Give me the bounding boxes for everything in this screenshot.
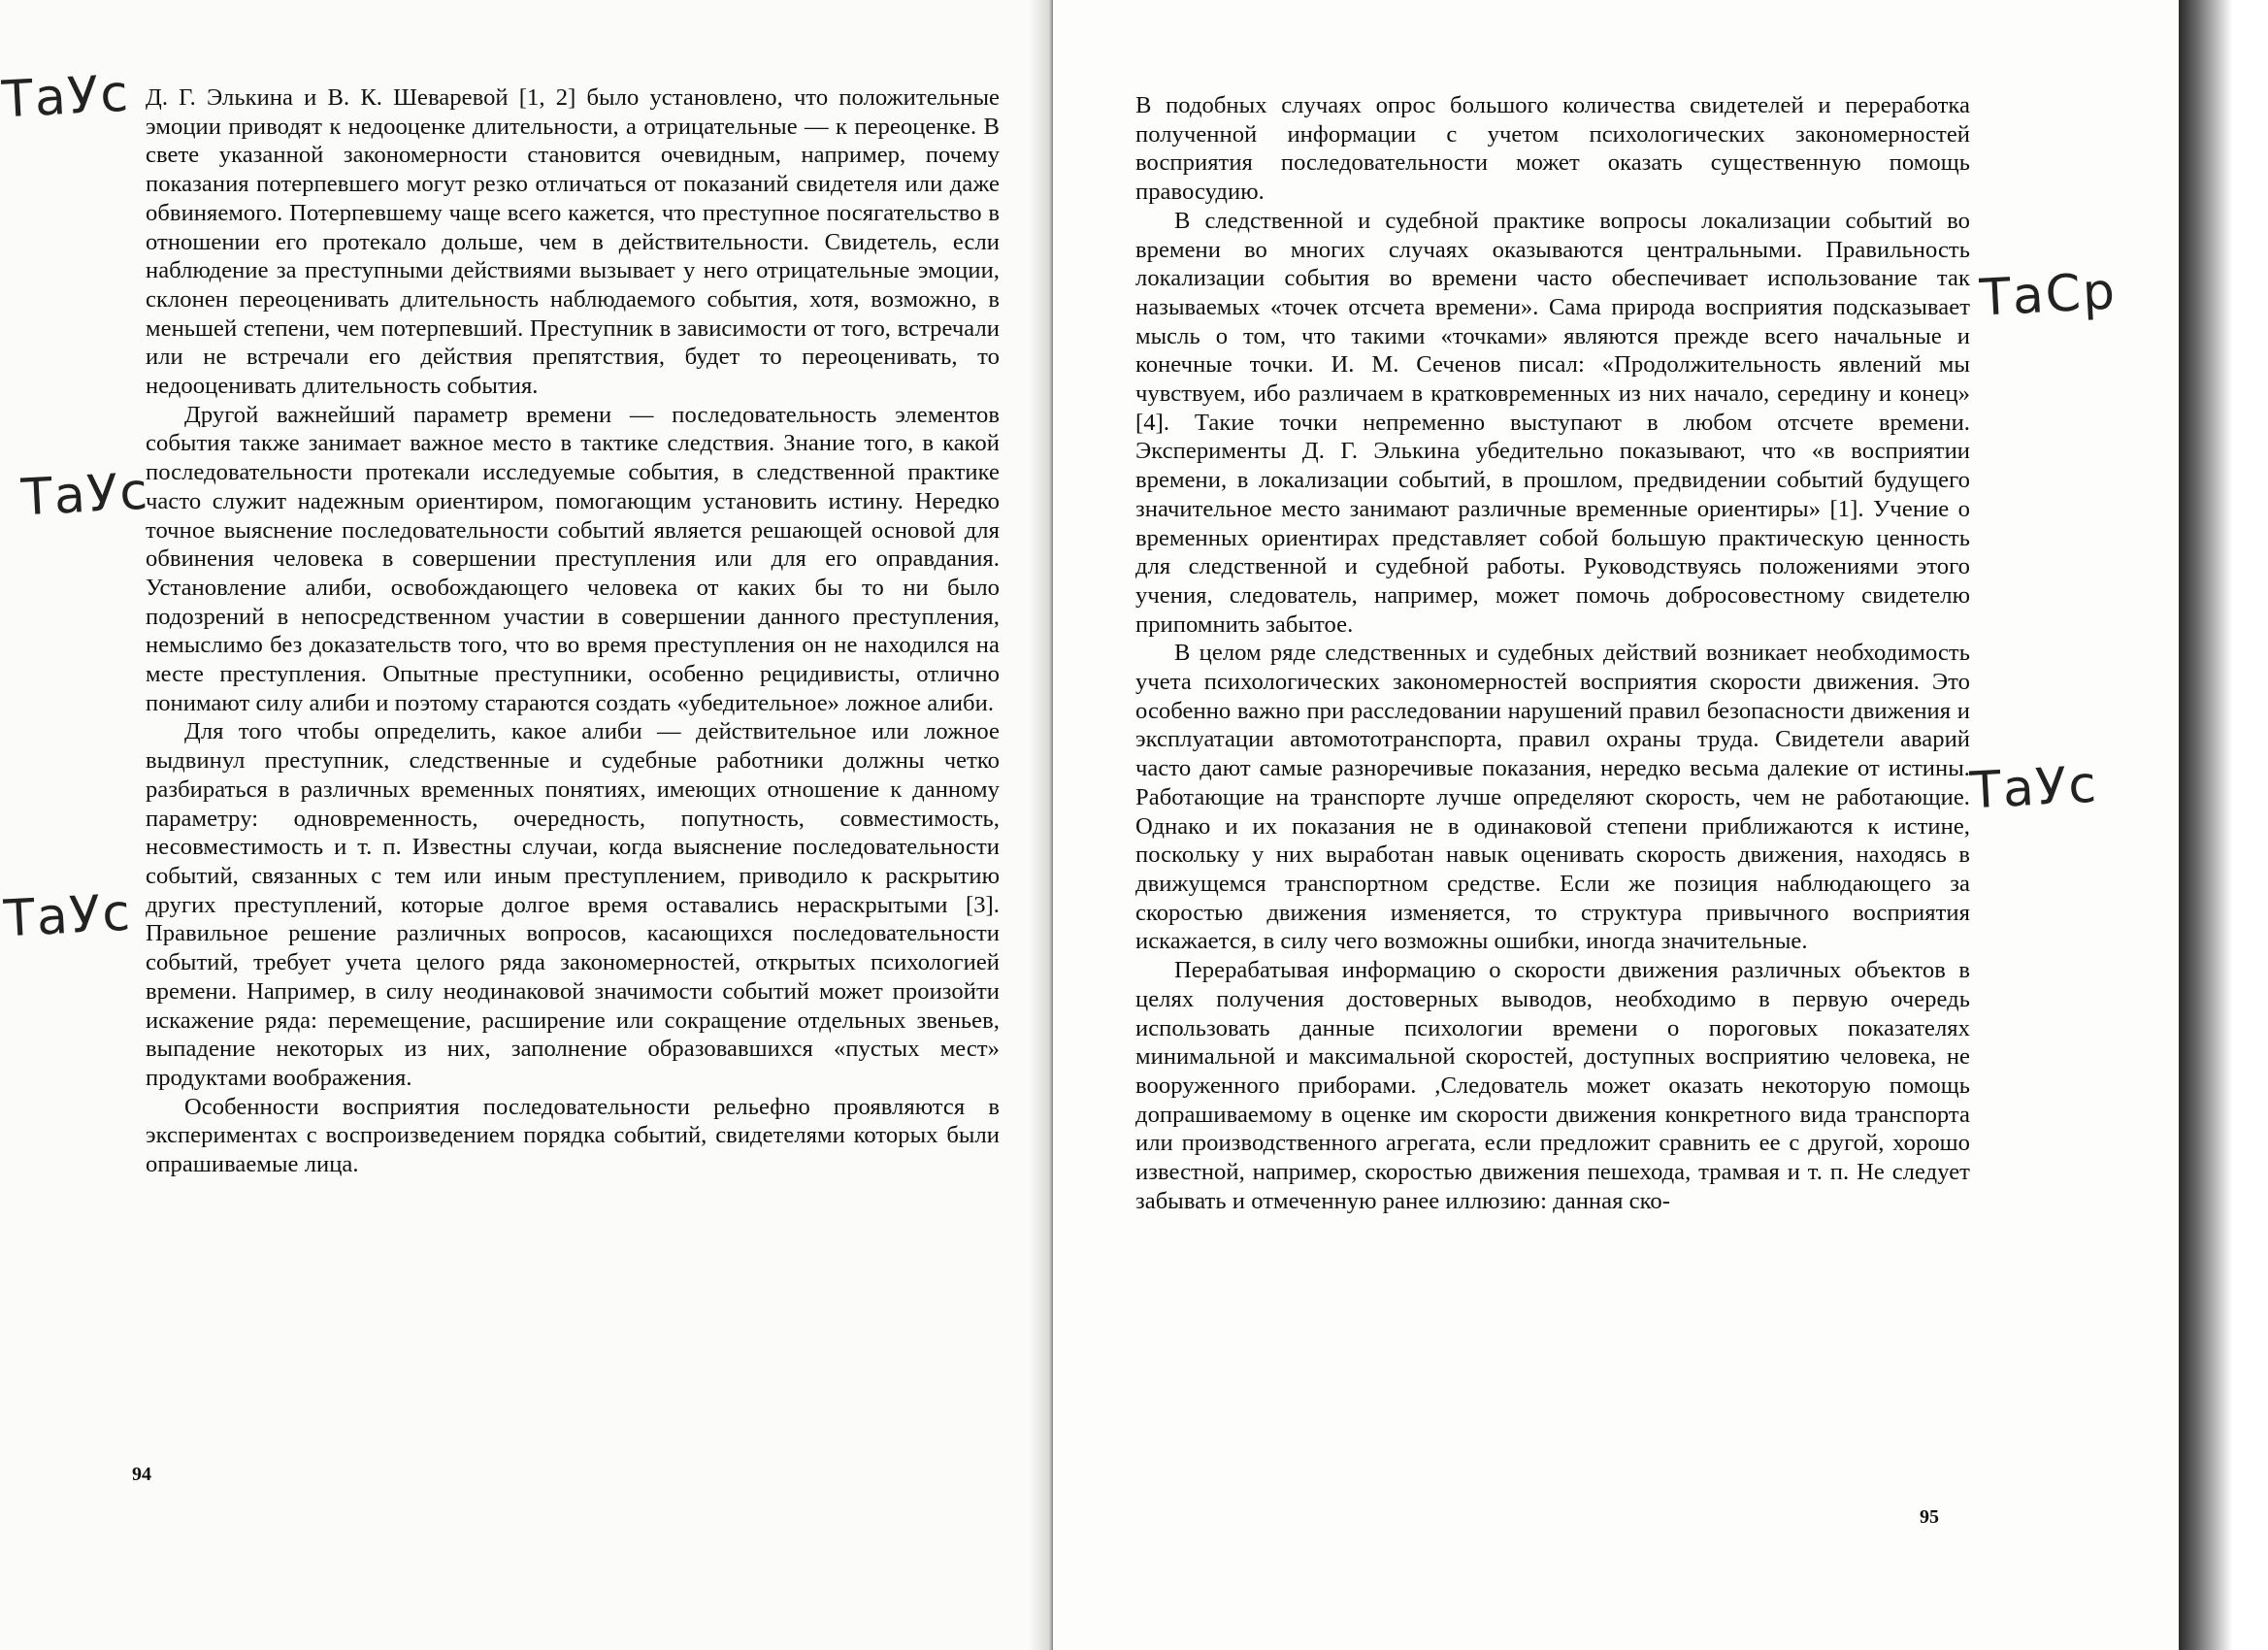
paragraph: Особенности восприятия последовательности рельефно проявляются в экспериментах с воспроизведением порядка событий, свидетелями которых были опрашиваемые лица. xyxy=(146,1093,1000,1178)
left-page xyxy=(0,0,1043,1650)
paragraph: В подобных случаях опрос большого количества свидетелей и переработка полученной информации с учетом психологических закономерностей восприятия последовательности может оказать существенную помощь правосудию. xyxy=(1135,92,1970,206)
page-number-left: 94 xyxy=(132,1464,151,1485)
paragraph: Для того чтобы определить, какое алиби — действительное или ложное выдвинул преступник, следственные и судебные работники должны четко разбираться в различных временных понятиях, имеющих отношение к данному параметру: одновременность, очередность, попутность, совместимость, несовместимость и т. п. Известны случаи, когда выяснение последовательности событий, связанных с тем или иным преступлением, приводило к раскрытию других преступлений, которые долгое время оставались нераскрытыми [3]. Правильное решение различных вопросов, касающихся последовательности событий, требует учета целого ряда закономерностей, открытых психологией времени. Например, в силу неодинаковой значимости событий может произойти искажение ряда: перемещение, расширение или сокращение отдельных звеньев, выпадение некоторых из них, заполнение образовавшихся «пустых мест» продуктами воображения. xyxy=(146,718,1000,1091)
page-edge-shadow xyxy=(2179,0,2268,1650)
page-number-right: 95 xyxy=(1920,1506,1939,1528)
paragraph: В целом ряде следственных и судебных действий возникает необходимость учета психологических закономерностей восприятия скорости движения. Это особенно важно при расследовании нарушений правил безопасности движения и эксплуатации автомототранспорта, правил охраны труда. Свидетели аварий часто дают самые разноречивые показания, нередко весьма далекие от истины. Работающие на транспорте лучше определяют скорость, чем не работающие. Однако и их показания не в одинаковой степени приближаются к истине, поскольку у них выработан навык оценивать скорость движения, находясь в движущемся транспортном средстве. Если же позиция наблюдающего за скоростью движения изменяется, то структура привычного восприятия искажается, в силу чего возможны ошибки, иногда значительные. xyxy=(1135,640,1970,955)
margin-note: ТаСр xyxy=(1978,262,2119,328)
paragraph: Другой важнейший параметр времени — последовательность элементов события также занимает важное место в тактике следствия. Знание того, в какой последовательности протекали исследуемые события, в следственной практике часто служит надежным ориентиром, помогающим установить истину. Нередко точное выяснение последовательности событий является решающей основой для обвинения человека в совершении преступления или для его оправдания. Установление алиби, освобождающего человека от каких бы то ни было подозрений в непосредственном участии в совершении данного преступления, немыслимо без доказательств того, что во время преступления он не находился на месте преступления. Опытные преступники, особенно рецидивисты, отлично понимают силу алиби и поэтому стараются создать «убедительное» ложное алиби. xyxy=(146,401,1000,716)
paragraph: В следственной и судебной практике вопросы локализации событий во времени во многих случаях оказываются центральными. Правильность локализации события во времени часто обеспечивает использование так называемых «точек отсчета времени». Сама природа восприятия подсказывает мысль о том, что такими «точками» являются прежде всего начальные и конечные точки. И. М. Сеченов писал: «Продолжительность явлений мы чувствуем, ибо различаем в кратковременных из них начало, середину и конец» [4]. Такие точки непременно выступают в любом отсчете времени. Эксперименты Д. Г. Элькина убедительно показывают, что «в восприятии времени, в локализации событий, в прошлом, предвидении событий будущего значительное место занимают различные временные ориентиры» [1]. Учение о временных ориентирах представляет собой большую практическую ценность для следственной и судебной работы. Руководствуясь положениями этого учения, следователь, например, может помочь добросовестному свидетелю припомнить забытое. xyxy=(1135,207,1970,638)
right-page-text xyxy=(1135,91,1970,1215)
margin-note: ТаУс xyxy=(19,462,151,528)
margin-note: ТаУс xyxy=(1968,755,2100,821)
margin-note: ТаУс xyxy=(2,883,134,949)
left-page-text xyxy=(146,83,1000,1179)
margin-note: ТаУс xyxy=(0,64,132,130)
paragraph: Д. Г. Элькина и В. К. Шеваревой [1, 2] было установлено, что положительные эмоции приводят к недооценке длительности, а отрицательные — к переоценке. В свете указанной закономерности становится очевидным, например, почему показания потерпевшего могут резко отличаться от показаний свидетеля или даже обвиняемого. Потерпевшему чаще всего кажется, что преступное посягательство в отношении его протекало дольше, чем в действительности. Свидетель, если наблюдение за преступными действиями вызывает у него отрицательные эмоции, склонен переоценивать длительность наблюдаемого события, хотя, возможно, в меньшей степени, чем потерпевший. Преступник в зависимости от того, встречали или не встречали его действия препятствия, будет то переоценивать, то недооценивать длительность события. xyxy=(146,84,1000,400)
paragraph: Перерабатывая информацию о скорости движения различных объектов в целях получения достоверных выводов, необходимо в первую очередь использовать данные психологии времени о пороговых показателях минимальной и максимальной скоростей, доступных восприятию человека, не вооруженного приборами. ,Следователь может оказать некоторую помощь допрашиваемому в оценке им скорости движения конкретного вида транспорта или производственного агрегата, если предложит сравнить ее с другой, хорошо известной, например, скоростью движения пешехода, трамвая и т. п. Не следует забывать и отмеченную ранее иллюзию: данная ско- xyxy=(1135,957,1970,1214)
